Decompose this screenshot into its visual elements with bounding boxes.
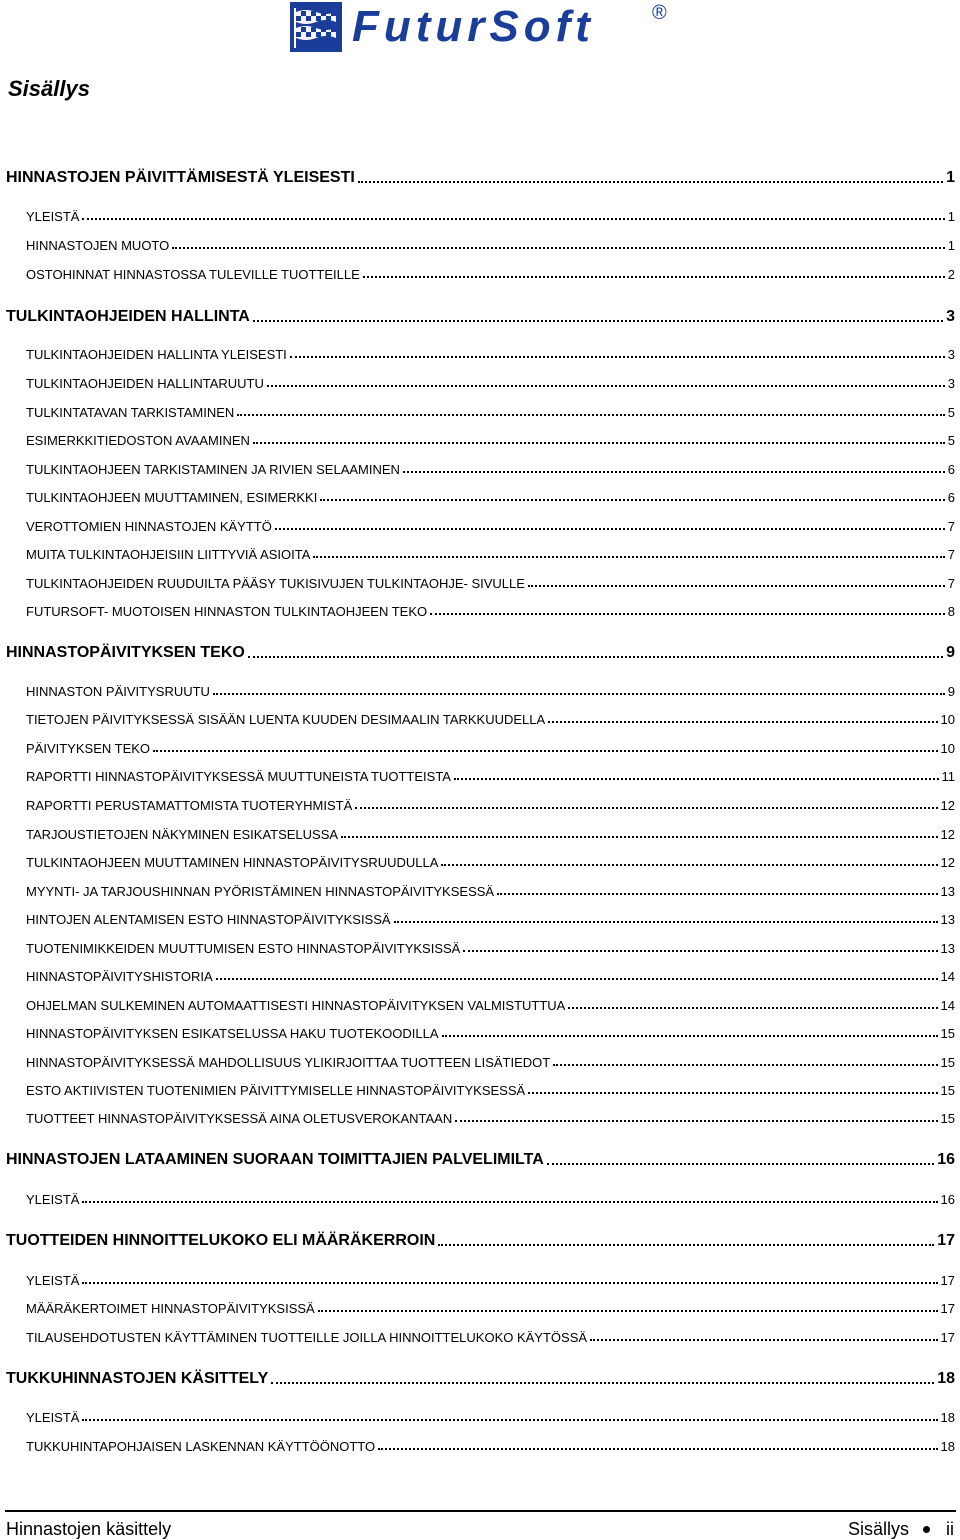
toc-dot-leader — [403, 471, 945, 473]
toc-dot-leader — [438, 1244, 934, 1246]
toc-page-number: 1 — [947, 238, 955, 253]
toc-dot-leader — [237, 414, 945, 416]
toc-section-entry[interactable] — [6, 827, 955, 842]
toc-section-entry[interactable] — [6, 347, 955, 362]
toc-section-entry[interactable] — [6, 884, 955, 899]
toc-page-number: 7 — [947, 519, 955, 534]
toc-dot-leader — [548, 721, 937, 723]
toc-page-number: 5 — [947, 405, 955, 420]
footer-section: Sisällys — [847, 1519, 909, 1539]
toc-section-entry[interactable] — [6, 1083, 955, 1098]
toc-entry-title: TULKINTAOHJEEN TARKISTAMINEN JA RIVIEN SELAAMINEN — [26, 462, 400, 477]
toc-page-number: 8 — [947, 604, 955, 619]
toc-entry-title: TULKINTAOHJEIDEN HALLINTA YLEISESTI — [26, 347, 287, 362]
toc-entry-title: HINNASTOPÄIVITYKSEN TEKO — [6, 644, 245, 661]
toc-dot-leader — [590, 1339, 937, 1341]
toc-dot-leader — [441, 864, 937, 866]
toc-dot-leader — [253, 320, 943, 322]
toc-entry-title: HINNASTON PÄIVITYSRUUTU — [26, 684, 210, 699]
toc-entry-title: TARJOUSTIETOJEN NÄKYMINEN ESIKATSELUSSA — [26, 827, 339, 842]
toc-chapter-entry[interactable] — [6, 1370, 955, 1388]
footer-document-name: Hinnastojen käsittely — [6, 1519, 172, 1539]
toc-entry-title: VEROTTOMIEN HINNASTOJEN KÄYTTÖ — [26, 519, 272, 534]
toc-section-entry[interactable] — [6, 941, 955, 956]
toc-dot-leader — [320, 499, 944, 501]
toc-entry-title: PÄIVITYKSEN TEKO — [26, 741, 151, 756]
toc-chapter-entry[interactable] — [6, 1232, 955, 1250]
toc-section-entry[interactable] — [6, 855, 955, 870]
toc-chapter-entry[interactable] — [6, 169, 955, 187]
registered-mark: ® — [652, 2, 667, 24]
toc-page-number: 9 — [946, 644, 955, 661]
toc-dot-leader — [82, 1419, 937, 1421]
toc-page-number: 17 — [940, 1330, 955, 1345]
toc-dot-leader — [358, 181, 943, 183]
toc-entry-title: HINNASTOPÄIVITYSHISTORIA — [26, 969, 213, 984]
toc-entry-title: HINNASTOPÄIVITYKSEN ESIKATSELUSSA HAKU TUOTEKOODILLA — [26, 1026, 439, 1041]
toc-entry-title: HINNASTOJEN PÄIVITTÄMISESTÄ YLEISESTI — [6, 169, 355, 186]
toc-dot-leader — [318, 1310, 938, 1312]
toc-dot-leader — [82, 218, 944, 220]
toc-dot-leader — [275, 528, 945, 530]
toc-section-entry[interactable] — [6, 998, 955, 1013]
toc-section-entry[interactable] — [6, 1192, 955, 1207]
toc-dot-leader — [248, 656, 943, 658]
toc-entry-title: TULKINTAOHJEIDEN HALLINTA — [6, 308, 250, 325]
toc-section-entry[interactable] — [6, 712, 955, 727]
toc-page-number: 6 — [947, 462, 955, 477]
toc-entry-title: MYYNTI- JA TARJOUSHINNAN PYÖRISTÄMINEN HINNASTOPÄIVITYKSESSÄ — [26, 884, 495, 899]
toc-entry-title: TILAUSEHDOTUSTEN KÄYTTÄMINEN TUOTTEILLE JOILLA HINNOITTELUKOKO KÄYTÖSSÄ — [26, 1330, 588, 1345]
toc-entry-title: FUTURSOFT- MUOTOISEN HINNASTON TULKINTAOHJEEN TEKO — [26, 604, 428, 619]
toc-page-number: 18 — [940, 1439, 955, 1454]
toc-section-entry[interactable] — [6, 238, 955, 253]
toc-page-number: 12 — [940, 798, 955, 813]
toc-dot-leader — [363, 276, 945, 278]
toc-page-number: 7 — [947, 547, 955, 562]
toc-entry-title: HINTOJEN ALENTAMISEN ESTO HINNASTOPÄIVITYKSISSÄ — [26, 912, 391, 927]
toc-entry-title: MUITA TULKINTAOHJEISIIN LIITTYVIÄ ASIOITA — [26, 547, 311, 562]
toc-page-number: 15 — [940, 1026, 955, 1041]
toc-section-entry[interactable] — [6, 547, 955, 562]
checkered-flag-icon — [290, 2, 342, 52]
toc-chapter-entry[interactable] — [6, 1151, 955, 1169]
toc-section-entry[interactable] — [6, 1410, 955, 1425]
toc-entry-title: TUKKUHINTAPOHJAISEN LASKENNAN KÄYTTÖÖNOTTO — [26, 1439, 376, 1454]
toc-page-number: 15 — [940, 1111, 955, 1126]
toc-section-entry[interactable] — [6, 490, 955, 505]
toc-page-number: 17 — [940, 1301, 955, 1316]
toc-entry-title: TULKINTATAVAN TARKISTAMINEN — [26, 405, 235, 420]
toc-section-entry[interactable] — [6, 376, 955, 391]
toc-page-number: 17 — [937, 1232, 955, 1249]
toc-dot-leader — [355, 807, 937, 809]
toc-entry-title: TUOTTEIDEN HINNOITTELUKOKO ELI MÄÄRÄKERROIN — [6, 1232, 436, 1249]
page-title: Sisällys — [8, 76, 90, 101]
toc-page-number: 12 — [940, 855, 955, 870]
toc-entry-title: OSTOHINNAT HINNASTOSSA TULEVILLE TUOTTEILLE — [26, 267, 360, 282]
toc-section-entry[interactable] — [6, 684, 955, 699]
toc-section-entry[interactable] — [6, 1301, 955, 1316]
toc-entry-title: RAPORTTI PERUSTAMATTOMISTA TUOTERYHMISTÄ — [26, 798, 353, 813]
footer-page-info — [848, 1518, 954, 1540]
toc-entry-title: TIETOJEN PÄIVITYKSESSÄ SISÄÄN LUENTA KUUDEN DESIMAALIN TARKKUUDELLA — [26, 712, 546, 727]
toc-page-number: 14 — [940, 969, 955, 984]
toc-entry-title: YLEISTÄ — [26, 209, 80, 224]
toc-dot-leader — [216, 978, 938, 980]
toc-section-entry[interactable] — [6, 433, 955, 448]
toc-section-entry[interactable] — [6, 741, 955, 756]
toc-chapter-entry[interactable] — [6, 644, 955, 662]
toc-page-number: 13 — [940, 941, 955, 956]
toc-section-entry[interactable] — [6, 1273, 955, 1288]
toc-page-number: 5 — [947, 433, 955, 448]
toc-page-number: 16 — [940, 1192, 955, 1207]
toc-page-number: 18 — [940, 1410, 955, 1425]
toc-section-entry[interactable] — [6, 912, 955, 927]
toc-dot-leader — [341, 836, 937, 838]
toc-entry-title: YLEISTÄ — [26, 1273, 80, 1288]
toc-page-number: 17 — [940, 1273, 955, 1288]
toc-dot-leader — [82, 1282, 937, 1284]
logo-wordmark: FuturSoft — [352, 2, 595, 51]
toc-dot-leader — [290, 356, 945, 358]
toc-section-entry[interactable] — [6, 798, 955, 813]
toc-chapter-entry[interactable] — [6, 308, 955, 326]
toc-page-number: 3 — [947, 376, 955, 391]
toc-section-entry[interactable] — [6, 462, 955, 477]
toc-dot-leader — [497, 893, 937, 895]
bullet-separator — [923, 1526, 930, 1533]
toc-page-number: 13 — [940, 912, 955, 927]
footer-divider — [5, 1510, 956, 1512]
toc-dot-leader — [313, 556, 944, 558]
toc-page-number: 9 — [947, 684, 955, 699]
toc-section-entry[interactable] — [6, 604, 955, 619]
toc-page-number: 3 — [946, 308, 955, 325]
toc-entry-title: HINNASTOPÄIVITYKSESSÄ MAHDOLLISUUS YLIKIRJOITTAA TUOTTEEN LISÄTIEDOT — [26, 1055, 551, 1070]
toc-entry-title: TULKINTAOHJEIDEN RUUDUILTA PÄÄSY TUKISIVUJEN TULKINTAOHJE- SIVULLE — [26, 576, 525, 591]
toc-dot-leader — [455, 1120, 937, 1122]
toc-entry-title: TUOTENIMIKKEIDEN MUUTTUMISEN ESTO HINNASTOPÄIVITYKSISSÄ — [26, 941, 461, 956]
toc-dot-leader — [463, 950, 937, 952]
toc-section-entry[interactable] — [6, 519, 955, 534]
toc-entry-title: YLEISTÄ — [26, 1192, 80, 1207]
toc-page-number: 15 — [940, 1055, 955, 1070]
toc-entry-title: YLEISTÄ — [26, 1410, 80, 1425]
toc-section-entry[interactable] — [6, 267, 955, 282]
toc-page-number: 2 — [947, 267, 955, 282]
toc-section-entry[interactable] — [6, 1055, 955, 1070]
toc-entry-title: TULKINTAOHJEIDEN HALLINTARUUTU — [26, 376, 264, 391]
toc-entry-title: HINNASTOJEN MUOTO — [26, 238, 170, 253]
toc-page-number: 14 — [940, 998, 955, 1013]
toc-section-entry[interactable] — [6, 1439, 955, 1454]
toc-dot-leader — [253, 442, 945, 444]
futursoft-logo — [290, 2, 690, 52]
toc-section-entry[interactable] — [6, 405, 955, 420]
toc-page-number: 6 — [947, 490, 955, 505]
toc-dot-leader — [394, 921, 938, 923]
toc-entry-title: TULKINTAOHJEEN MUUTTAMINEN HINNASTOPÄIVITYSRUUDULLA — [26, 855, 439, 870]
toc-dot-leader — [172, 247, 945, 249]
toc-dot-leader — [528, 585, 945, 587]
toc-entry-title: TUOTTEET HINNASTOPÄIVITYKSESSÄ AINA OLETUSVEROKANTAAN — [26, 1111, 453, 1126]
toc-page-number: 1 — [947, 209, 955, 224]
toc-page-number: 15 — [940, 1083, 955, 1098]
toc-section-entry[interactable] — [6, 209, 955, 224]
toc-entry-title: OHJELMAN SULKEMINEN AUTOMAATTISESTI HINNASTOPÄIVITYKSEN VALMISTUTTUA — [26, 998, 566, 1013]
toc-dot-leader — [442, 1035, 938, 1037]
toc-dot-leader — [528, 1092, 937, 1094]
toc-dot-leader — [430, 613, 945, 615]
toc-page-number: 1 — [946, 169, 955, 186]
toc-page-number: 12 — [940, 827, 955, 842]
toc-page-number: 10 — [940, 741, 955, 756]
toc-page-number: 7 — [947, 576, 955, 591]
toc-entry-title: RAPORTTI HINNASTOPÄIVITYKSESSÄ MUUTTUNEISTA TUOTTEISTA — [26, 769, 451, 784]
toc-section-entry[interactable] — [6, 1111, 955, 1126]
toc-dot-leader — [547, 1163, 934, 1165]
toc-dot-leader — [271, 1382, 934, 1384]
toc-section-entry[interactable] — [6, 1330, 955, 1345]
toc-dot-leader — [267, 385, 945, 387]
toc-page-number: 13 — [940, 884, 955, 899]
toc-dot-leader — [378, 1448, 937, 1450]
footer-page-number: ii — [946, 1519, 954, 1539]
toc-page-number: 18 — [937, 1370, 955, 1387]
toc-entry-title: TUKKUHINNASTOJEN KÄSITTELY — [6, 1370, 269, 1387]
toc-section-entry[interactable] — [6, 576, 955, 591]
toc-entry-title: ESIMERKKITIEDOSTON AVAAMINEN — [26, 433, 250, 448]
toc-page-number: 3 — [947, 347, 955, 362]
toc-dot-leader — [213, 693, 945, 695]
toc-page-number: 10 — [940, 712, 955, 727]
toc-entry-title: TULKINTAOHJEEN MUUTTAMINEN, ESIMERKKI — [26, 490, 318, 505]
toc-entry-title: ESTO AKTIIVISTEN TUOTENIMIEN PÄIVITTYMISELLE HINNASTOPÄIVITYKSESSÄ — [26, 1083, 526, 1098]
toc-page-number: 11 — [941, 769, 955, 784]
toc-dot-leader — [153, 750, 938, 752]
toc-entry-title: HINNASTOJEN LATAAMINEN SUORAAN TOIMITTAJIEN PALVELIMILTA — [6, 1151, 544, 1168]
toc-dot-leader — [568, 1007, 937, 1009]
toc-section-entry[interactable] — [6, 1026, 955, 1041]
toc-section-entry[interactable] — [6, 969, 955, 984]
toc-section-entry[interactable] — [6, 769, 955, 784]
toc-entry-title: MÄÄRÄKERTOIMET HINNASTOPÄIVITYKSISSÄ — [26, 1301, 315, 1316]
toc-dot-leader — [553, 1064, 937, 1066]
toc-dot-leader — [82, 1201, 937, 1203]
toc-page-number: 16 — [937, 1151, 955, 1168]
toc-dot-leader — [454, 778, 939, 780]
